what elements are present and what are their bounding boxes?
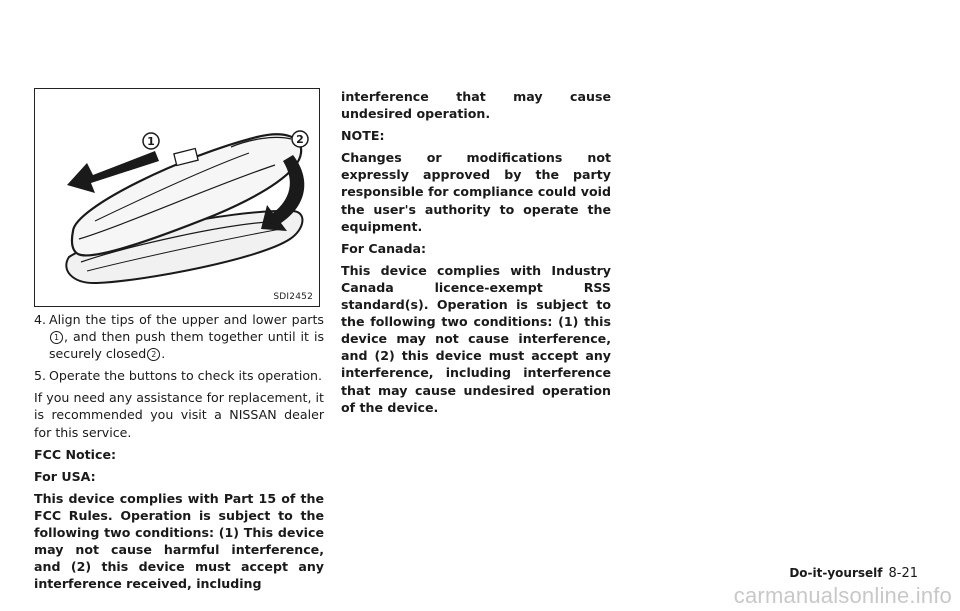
fcc-heading: FCC Notice: xyxy=(34,446,117,462)
watermark: carmanualsonline.info xyxy=(733,583,952,608)
assistance-paragraph: If you need any assistance for replacement, it is recommended you visit a NISSAN dealer for this service. xyxy=(34,390,324,440)
note-heading: NOTE: xyxy=(341,128,385,144)
step-number: 5. xyxy=(34,368,47,384)
callout-2 xyxy=(292,131,308,147)
callout-1 xyxy=(143,133,159,149)
usa-heading: For USA: xyxy=(34,468,96,484)
page-footer xyxy=(789,566,918,581)
step-4 xyxy=(34,311,324,362)
usa-text-start: This device complies with Part 15 of the FCC Rules. Operation is subject to the following two conditions: (1) This device may not cause harmful interference, and (2) this device must accept any interference received, including xyxy=(34,490,324,592)
ref-1-icon: 1 xyxy=(50,331,63,344)
ref-2-icon: 2 xyxy=(147,348,160,361)
page-number: 8-21 xyxy=(888,566,918,581)
left-column xyxy=(34,311,324,597)
step-text: , and then push them together until it is securely closed xyxy=(49,329,324,362)
key-fob-illustration xyxy=(34,88,320,307)
canada-text: This device complies with Industry Canada licence-exempt RSS standard(s). Operation is subject to the following two conditions: (1) this device may not cause interference, and (2) this device must accept any interference, including interference that may cause undesired operation of the device. xyxy=(341,262,611,415)
svg-text:1: 1 xyxy=(147,135,155,148)
figure-code: SDI2452 xyxy=(273,292,313,302)
step-text: Operate the buttons to check its operation. xyxy=(49,368,323,384)
step-number: 4. xyxy=(34,312,47,327)
section-name: Do-it-yourself xyxy=(789,566,883,580)
note-text: Changes or modifications not expressly approved by the party responsible for compliance could void the user's authority to operate the equipment. xyxy=(341,150,611,234)
usa-text-end: interference that may cause undesired operation. xyxy=(341,89,611,122)
step-text: Align the tips of the upper and lower parts xyxy=(49,312,324,327)
canada-heading: For Canada: xyxy=(341,240,427,256)
step-text: . xyxy=(161,346,166,362)
step-5 xyxy=(34,367,324,384)
middle-column xyxy=(341,88,611,421)
key-fob-drawing xyxy=(35,89,319,306)
svg-text:2: 2 xyxy=(296,133,304,146)
